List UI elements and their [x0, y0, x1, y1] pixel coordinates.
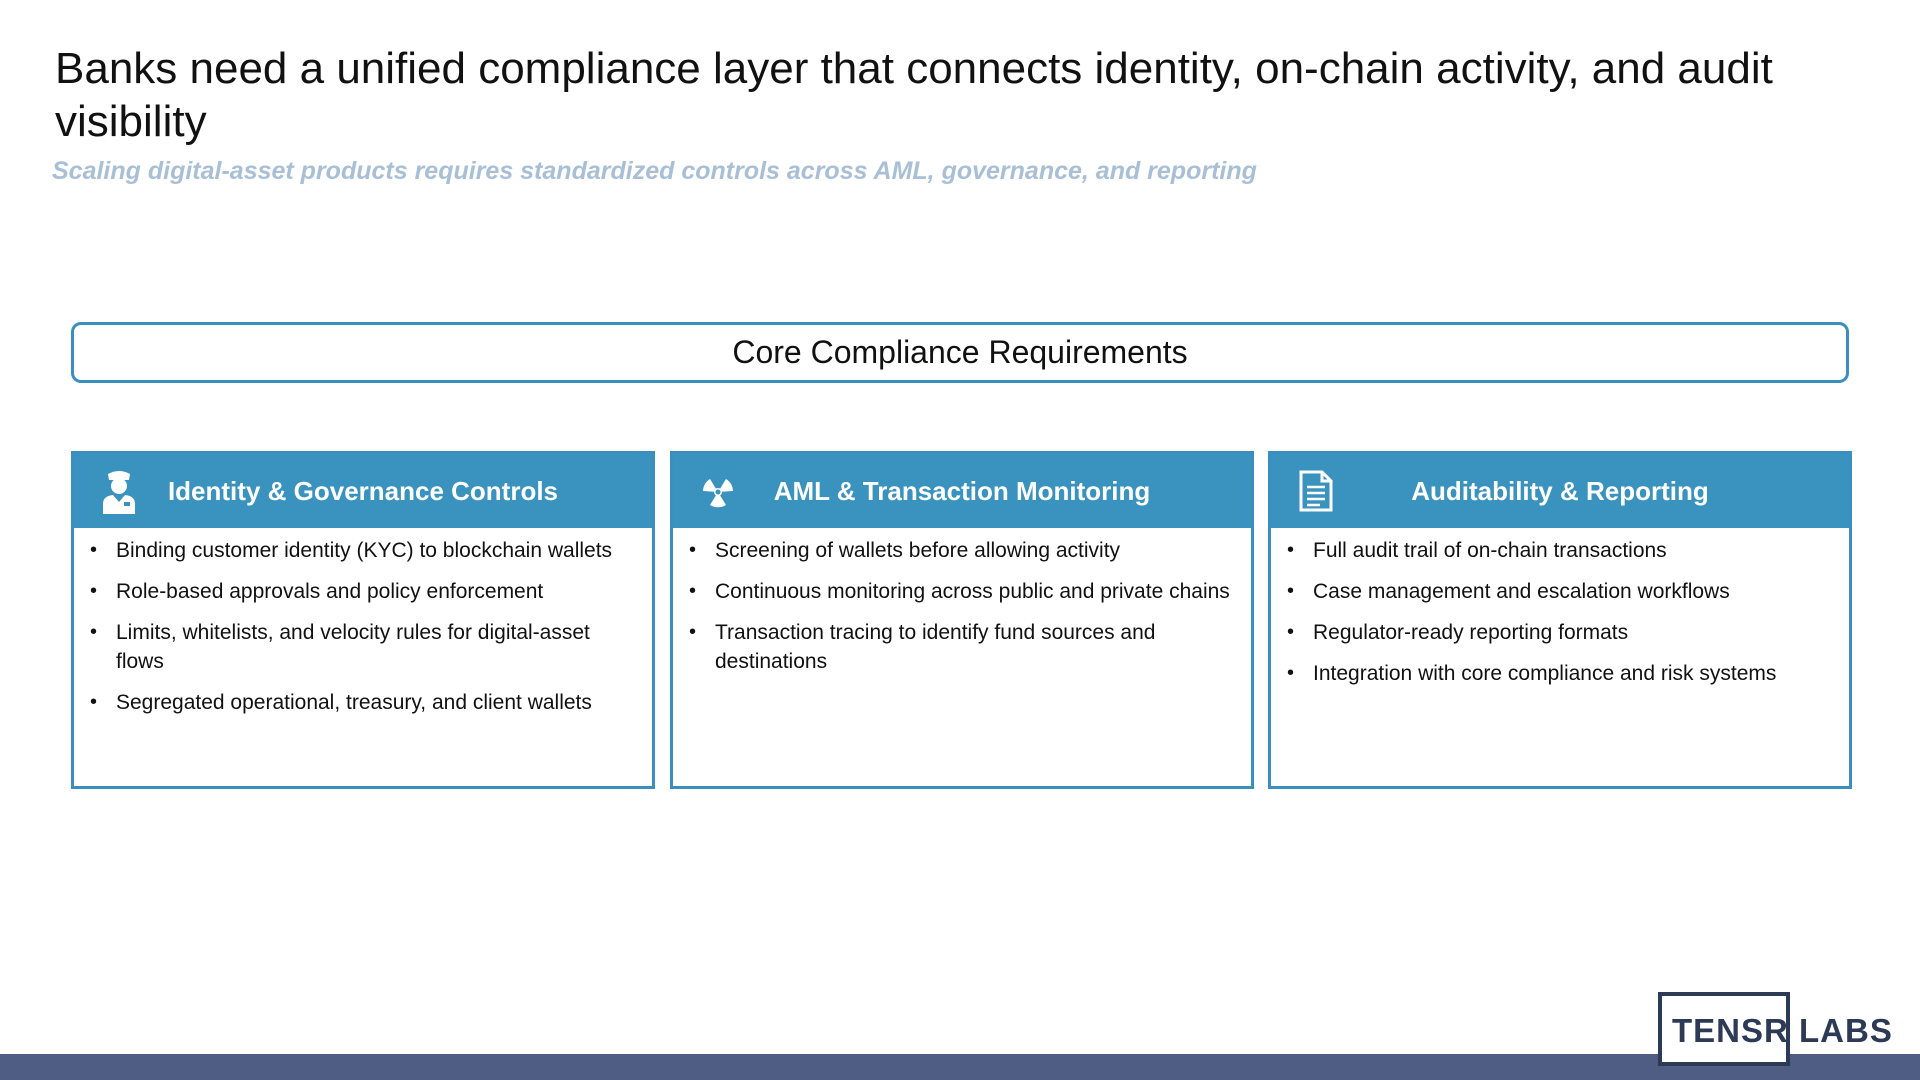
- radiation-icon: [695, 467, 741, 515]
- list-item: • Role-based approvals and policy enforcement: [88, 577, 638, 606]
- footer-bar: [0, 1054, 1920, 1080]
- officer-icon: [96, 467, 142, 515]
- list-item: • Full audit trail of on-chain transactions: [1285, 536, 1835, 565]
- list-item: • Limits, whitelists, and velocity rules for digital-asset flows: [88, 618, 638, 676]
- card-header: [673, 454, 1251, 528]
- list-item: • Case management and escalation workflows: [1285, 577, 1835, 606]
- list-item: • Integration with core compliance and risk systems: [1285, 659, 1835, 688]
- document-icon: [1293, 467, 1339, 515]
- card-auditability-reporting: [1268, 451, 1852, 789]
- list-item: • Binding customer identity (KYC) to blockchain wallets: [88, 536, 638, 565]
- section-banner: [71, 322, 1849, 383]
- card-title: Identity & Governance Controls: [167, 475, 559, 506]
- card-title: Auditability & Reporting: [1411, 475, 1709, 506]
- card-header: [1271, 454, 1849, 528]
- logo-text: TENSR LABS: [1672, 1012, 1893, 1049]
- list-item: • Transaction tracing to identify fund sources and destinations: [687, 618, 1237, 676]
- page-title: Banks need a unified compliance layer that connects identity, on-chain activity, and audit visibility: [55, 44, 1773, 146]
- bullet-list: [673, 528, 1251, 676]
- card-header: [74, 454, 652, 528]
- page-subtitle: Scaling digital-asset products requires standardized controls across AML, governance, and reporting: [52, 157, 1257, 185]
- list-item: • Screening of wallets before allowing activity: [687, 536, 1237, 565]
- list-item: • Continuous monitoring across public and private chains: [687, 577, 1237, 606]
- bullet-list: [74, 528, 652, 717]
- company-logo: [1658, 992, 1894, 1070]
- list-item: • Segregated operational, treasury, and client wallets: [88, 688, 638, 717]
- card-identity-governance: [71, 451, 655, 789]
- card-title: AML & Transaction Monitoring: [773, 475, 1151, 506]
- section-banner-label: Core Compliance Requirements: [732, 334, 1188, 370]
- card-aml-monitoring: [670, 451, 1254, 789]
- list-item: • Regulator-ready reporting formats: [1285, 618, 1835, 647]
- bullet-list: [1271, 528, 1849, 688]
